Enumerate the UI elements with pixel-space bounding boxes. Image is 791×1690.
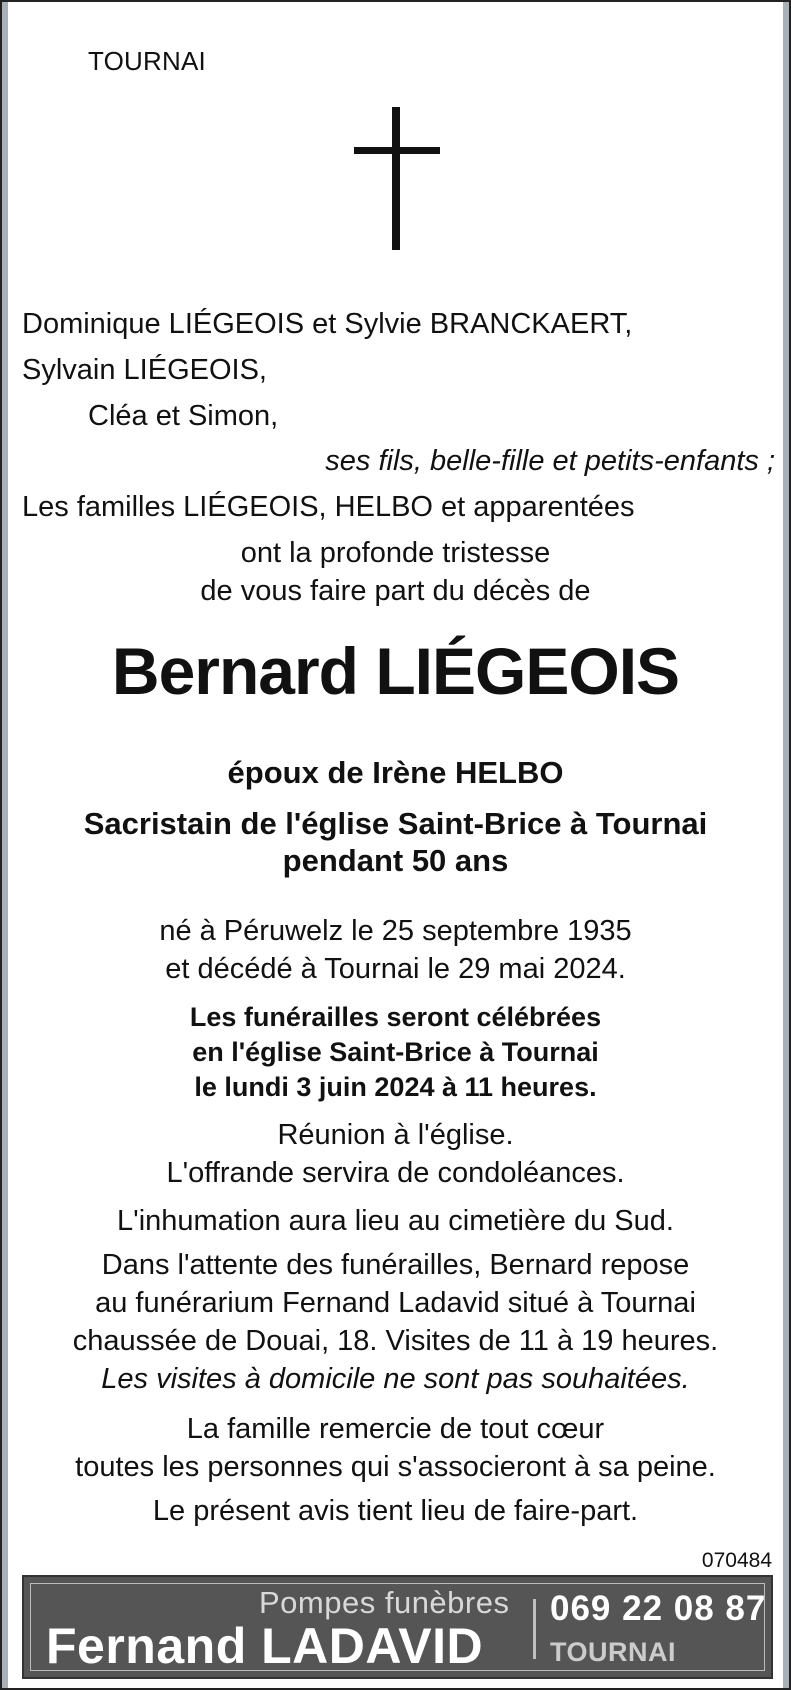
cross-icon — [392, 107, 400, 250]
remerciements — [8, 1410, 783, 1486]
mourner-line-5: Les familles LIÉGEOIS, HELBO et apparentées — [22, 491, 635, 523]
deceased-role-line-2: pendant 50 ans — [282, 843, 509, 878]
cross-icon-bar — [354, 147, 440, 154]
offrande-line: L'offrande servira de condoléances. — [166, 1157, 625, 1189]
repose-line-1: Dans l'attente des funérailles, Bernard repose — [101, 1249, 690, 1281]
announcement-line-2: de vous faire part du décès de — [200, 575, 591, 607]
funeral-line-3: le lundi 3 juin 2024 à 11 heures. — [194, 1072, 597, 1102]
announcement-line-1: ont la profonde tristesse — [240, 537, 551, 569]
visites-line: Les visites à domicile ne sont pas souhaitées. — [101, 1363, 690, 1395]
repose-line-2: au funérarium Fernand Ladavid situé à Tournai — [95, 1287, 696, 1319]
banner-pompes-funebres: Pompes funèbres — [259, 1585, 510, 1620]
mourner-line-3: Cléa et Simon, — [88, 400, 279, 432]
banner-company-name: Fernand LADAVID — [46, 1618, 484, 1674]
mourner-line-2: Sylvain LIÉGEOIS, — [22, 354, 267, 386]
mourner-line-1: Dominique LIÉGEOIS et Sylvie BRANCKAERT, — [22, 308, 633, 340]
mourner-relation: ses fils, belle-fille et petits-enfants ; — [325, 445, 775, 477]
reunion-block — [8, 1116, 783, 1192]
reunion-line: Réunion à l'église. — [277, 1119, 514, 1151]
remercie-line-1: La famille remercie de tout cœur — [186, 1413, 605, 1445]
born-line: né à Péruwelz le 25 septembre 1935 — [159, 915, 632, 947]
faire-part-line: Le présent avis tient lieu de faire-part. — [152, 1495, 639, 1527]
banner-divider — [533, 1599, 536, 1659]
announcement — [8, 534, 783, 610]
died-line: et décédé à Tournai le 29 mai 2024. — [165, 953, 626, 985]
reference-number: 070484 — [701, 1549, 772, 1572]
right-border-shade — [783, 2, 789, 1688]
inhumation-line: L'inhumation aura lieu au cimetière du Sud. — [117, 1205, 674, 1237]
deceased-name: Bernard LIÉGEOIS — [111, 634, 680, 708]
dates — [8, 912, 783, 988]
banner-phone: 069 22 08 87 — [550, 1589, 767, 1628]
header-city: TOURNAI — [88, 46, 206, 76]
funeral-line-1: Les funérailles seront célébrées — [189, 1002, 602, 1032]
deceased-role — [8, 805, 783, 879]
remercie-line-2: toutes les personnes qui s'associeront à sa peine. — [75, 1451, 716, 1483]
repose-line-3: chaussée de Douai, 18. Visites de 11 à 19 heures. — [72, 1325, 719, 1357]
funeral-info — [8, 1000, 783, 1105]
deceased-role-line-1: Sacristain de l'église Saint-Brice à Tournai — [83, 806, 708, 841]
funeral-line-2: en l'église Saint-Brice à Tournai — [192, 1037, 599, 1067]
banner-city: TOURNAI — [550, 1637, 677, 1667]
deceased-spouse: époux de Irène HELBO — [227, 755, 564, 790]
repose-block — [8, 1246, 783, 1360]
funeral-home-banner — [22, 1575, 773, 1679]
